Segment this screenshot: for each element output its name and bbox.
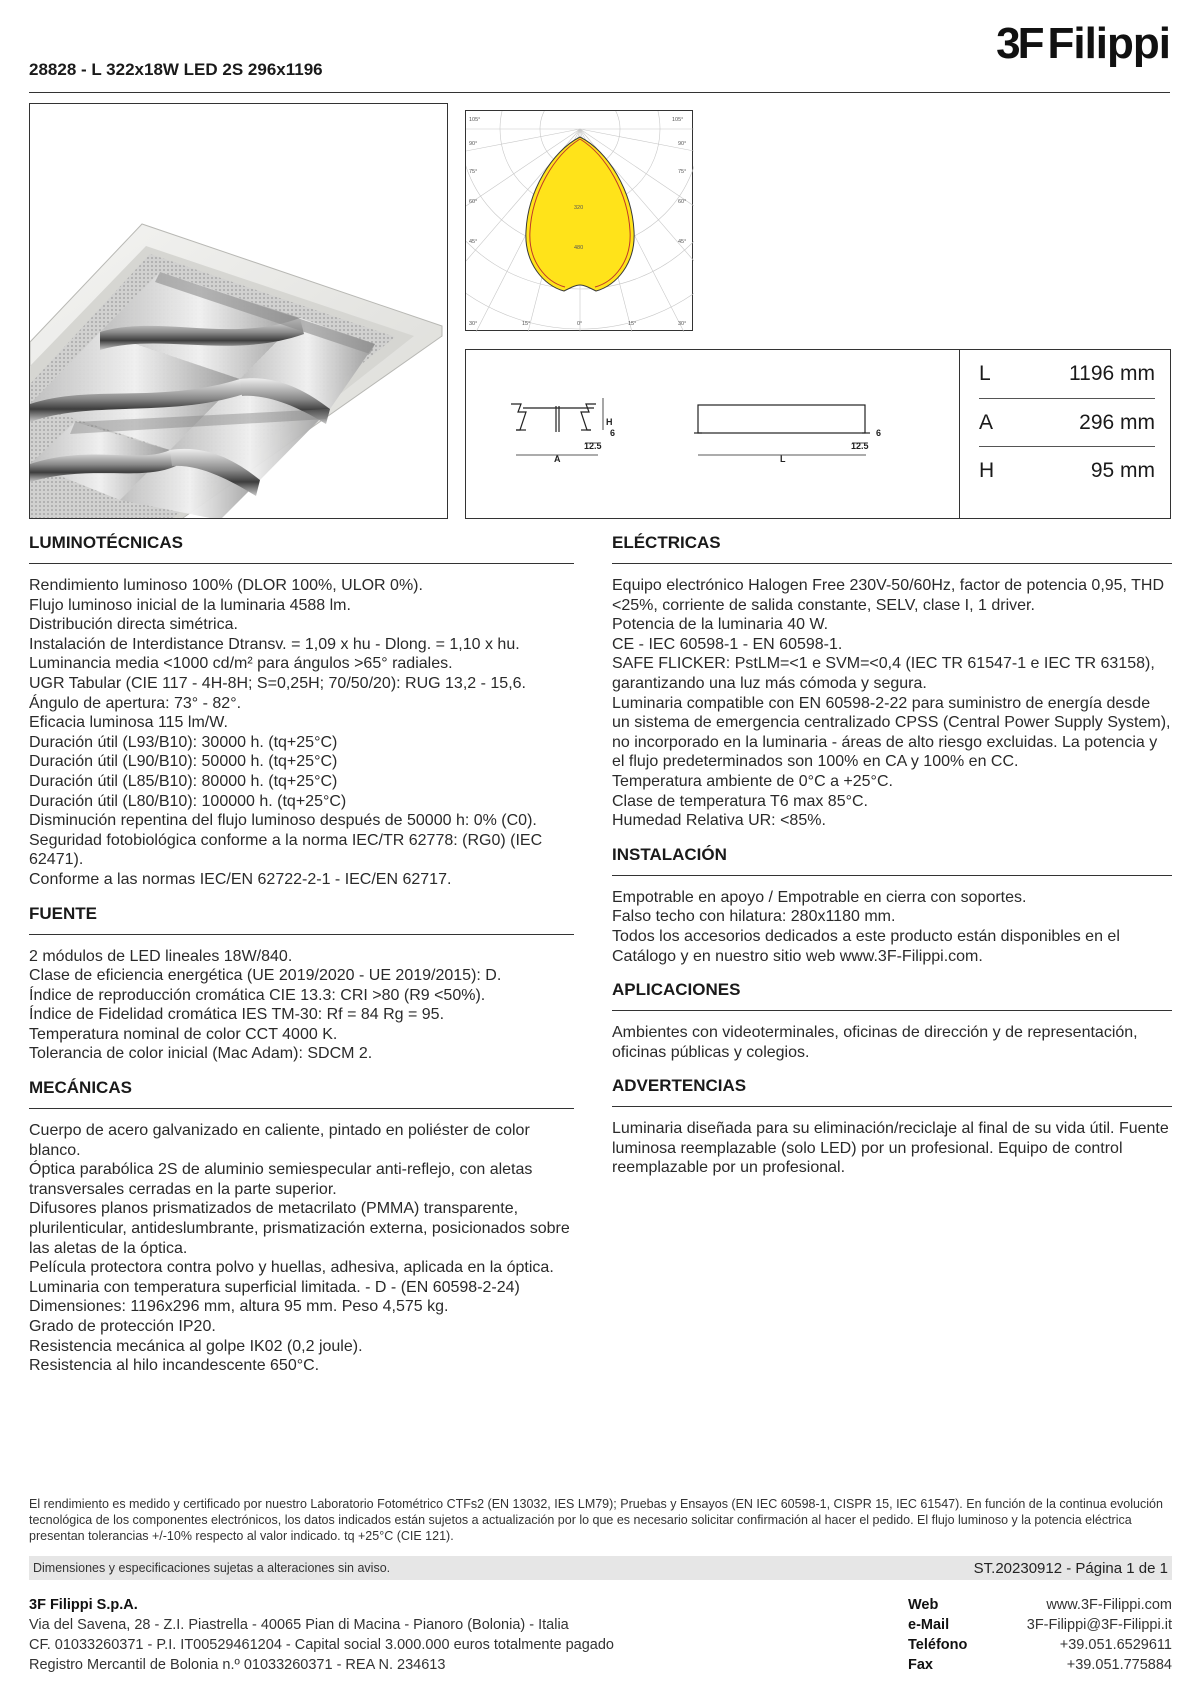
spec-line: Temperatura ambiente de 0°C a +25°C. [612,772,893,790]
dimension-row-width [979,399,1155,447]
header-divider [29,92,1170,93]
brand-logo [996,19,1170,68]
spec-line: Luminaria compatible con EN 60598-2-22 para suministro de energía desde un sistema de emergencia centralizado CPSS (Central Power Supply System), no incorporado en la luminaria - áreas de alto riesgo excluidas. La potencia y el flujo predeterminados son 100% en CA y 100% en CC. [612,694,1171,771]
polar-value-320: 320 [574,205,584,211]
document-reference: ST.20230912 - Página 1 de 1 [973,1559,1168,1577]
left-column [29,533,574,1390]
drawing-label-h: H [606,417,613,427]
polar-label-l90: 90° [469,141,478,147]
contact-row-email [908,1615,1172,1635]
spec-line: 2 módulos de LED lineales 18W/840. [29,947,293,965]
spec-line: Índice de reproducción cromática CIE 13.3: CRI >80 (R9 <50%). [29,986,486,1004]
company-fiscal: CF. 01033260371 - P.I. IT00529461204 - Capital social 3.000.000 euros totalmente pagado [29,1637,614,1653]
polar-label-r75: 75° [678,169,687,175]
section-title-fuente: FUENTE [29,904,574,935]
contact-row-fax [908,1655,1172,1675]
contact-label: Fax [908,1657,933,1673]
contact-row-phone [908,1635,1172,1655]
section-body-electricas [612,576,1172,831]
spec-line: SAFE FLICKER: PstLM=<1 e SVM=<0,4 (IEC TR 61547-1 e IEC TR 63158), garantizando una luz más cómoda y segura. [612,655,1155,692]
section-title-advertencias: ADVERTENCIAS [612,1076,1172,1107]
polar-label-b0: 0° [577,321,583,327]
disclaimer-bar [29,1556,1172,1580]
fax-number: +39.051.775884 [1066,1657,1172,1673]
section-body-fuente [29,947,574,1065]
spec-line: Eficacia luminosa 115 lm/W. [29,714,228,732]
section-title-electricas: ELÉCTRICAS [612,533,1172,564]
dimension-drawings [466,350,959,520]
section-body-luminotecnicas [29,576,574,890]
section-title-luminotecnicas: LUMINOTÉCNICAS [29,533,574,564]
website-link[interactable]: www.3F-Filippi.com [1046,1597,1172,1613]
spec-line: Falso techo con hilatura: 280x1180 mm. [612,908,896,926]
drawing-label-l: L [780,454,786,464]
contact-row-web [908,1595,1172,1615]
spec-line: Potencia de la luminaria 40 W. [612,616,829,634]
dimension-label: H [979,459,995,482]
company-info [29,1595,614,1675]
spec-line: Luminaria con temperatura superficial limitada. - D - (EN 60598-2-24) [29,1278,520,1296]
contact-label: e-Mail [908,1617,950,1633]
polar-label-b15r: 15° [628,321,637,327]
spec-line: Dimensiones: 1196x296 mm, altura 95 mm. Peso 4,575 kg. [29,1298,449,1316]
spec-line: Película protectora contra polvo y huellas, adhesiva, aplicada en la óptica. [29,1259,554,1277]
spec-line: Equipo electrónico Halogen Free 230V-50/60Hz, factor de potencia 0,95, THD <25%, corriente de salida constante, SELV, clase I, 1 driver. [612,577,1165,614]
spec-line: Duración útil (L85/B10): 80000 h. (tq+25°C) [29,772,338,790]
spec-line: Óptica parabólica 2S de aluminio semiespecular anti-reflejo, con aletas transversales cerradas en la parte superior. [29,1161,533,1198]
drawing-label-12-5-a: 12.5 [584,441,602,451]
dimension-value: 95 mm [1090,459,1155,482]
spec-line: Tolerancia de color inicial (Mac Adam): SDCM 2. [29,1045,373,1063]
logo-text: Filippi [1047,19,1170,68]
spec-line: Duración útil (L93/B10): 30000 h. (tq+25°C) [29,733,338,751]
spec-line: Distribución directa simétrica. [29,616,238,634]
spec-line: Humedad Relativa UR: <85%. [612,812,826,830]
spec-line: Conforme a las normas IEC/EN 62722-2-1 - IEC/EN 62717. [29,870,452,888]
polar-label-b30r: 30° [678,321,687,327]
spec-line: Difusores planos prismatizados de metacrilato (PMMA) transparente, plurilenticular, antideslumbrante, prismatización externa, posicionados sobre las aletas de la óptica. [29,1200,570,1257]
contact-info [908,1595,1172,1675]
spec-line: UGR Tabular (CIE 117 - 4H-8H; S=0,25H; 70/50/20): RUG 13,2 - 15,6. [29,674,526,692]
contact-label: Teléfono [908,1637,968,1653]
company-name: 3F Filippi S.p.A. [29,1597,138,1613]
spec-line: Clase de temperatura T6 max 85°C. [612,792,868,810]
polar-label-tr: 105° [672,117,684,123]
polar-label-b30l: 30° [469,321,478,327]
company-registry: Registro Mercantil de Bolonia n.º 01033260371 - REA N. 234613 [29,1657,446,1673]
dimension-value: 1196 mm [1069,362,1155,385]
logo-mark: 3F [996,19,1042,68]
spec-line: Temperatura nominal de color CCT 4000 K. [29,1025,338,1043]
section-body-aplicaciones [612,1023,1172,1062]
spec-line: Índice de Fidelidad cromática IES TM-30: Rf = 84 Rg = 95. [29,1006,445,1024]
dimensions-panel [465,349,1171,519]
drawing-label-12-5-b: 12.5 [851,441,869,451]
document-title: 28828 - L 322x18W LED 2S 296x1196 [29,60,323,79]
section-title-instalacion: INSTALACIÓN [612,845,1172,876]
spec-line: Seguridad fotobiológica conforme a la norma IEC/TR 62778: (RG0) (IEC 62471). [29,831,543,869]
footnote: El rendimiento es medido y certificado por nuestro Laboratorio Fotométrico CTFs2 (EN 13032, IES LM79); Pruebas y Ensayos (EN IEC 60598-1, CISPR 15, IEC 61547). En función de la continua evolución tecnológica de los componentes electrónicos, los datos indicados están sujetos a actualización por lo que es necesario solicitar confirmación al hacer el pedido. El flujo luminoso y la potencia eléctrica presentan tolerancias +/-10% respecto al valor indicado. tq +25°C (CIE 121). [29,1497,1163,1543]
section-title-aplicaciones: APLICACIONES [612,980,1172,1011]
polar-label-l60: 60° [469,199,478,205]
spec-line: Cuerpo de acero galvanizado en caliente, pintado en poliéster de color blanco. [29,1122,530,1159]
spec-line: Luminaria diseñada para su eliminación/reciclaje al final de su vida útil. Fuente luminosa reemplazable (solo LED) por un profesional. Equipo de control reemplazable por un profesional. [612,1120,1169,1177]
spec-line: Duración útil (L80/B10): 100000 h. (tq+25°C) [29,792,347,810]
spec-line: Resistencia mecánica al golpe IK02 (0,2 joule). [29,1337,363,1355]
dimension-label: A [979,411,994,434]
spec-line: CE - IEC 60598-1 - EN 60598-1. [612,635,843,653]
drawing-label-6-b: 6 [876,428,882,438]
dimension-label: L [979,362,991,385]
polar-value-480: 480 [574,245,584,251]
polar-label-r45: 45° [678,239,687,245]
disclaimer-text: Dimensiones y especificaciones sujetas a alteraciones sin aviso. [33,1561,391,1575]
polar-diagram [465,110,693,331]
polar-label-l75: 75° [469,169,478,175]
dimension-row-length [979,350,1155,398]
spec-line: Rendimiento luminoso 100% (DLOR 100%, ULOR 0%). [29,577,423,594]
right-column [612,533,1172,1192]
section-title-mecanicas: MECÁNICAS [29,1078,574,1109]
company-address: Via del Savena, 28 - Z.I. Piastrella - 40065 Pian di Macina - Pianoro (Bolonia) - Italia [29,1617,569,1633]
product-photo [29,103,448,519]
spec-line: Luminancia media <1000 cd/m² para ángulos >65° radiales. [29,655,453,673]
spec-line: Ángulo de apertura: 73° - 82°. [29,694,242,712]
drawing-label-a: A [554,454,561,464]
section-body-mecanicas [29,1121,574,1376]
polar-label-b15l: 15° [522,321,531,327]
contact-label: Web [908,1597,939,1613]
spec-line: Flujo luminoso inicial de la luminaria 4588 lm. [29,596,351,614]
dimension-value: 296 mm [1079,411,1155,434]
spec-line: Ambientes con videoterminales, oficinas de dirección y de representación, oficinas públicas y colegios. [612,1024,1138,1061]
dimensions-divider [959,350,960,518]
luminaire-illustration [30,104,448,519]
spec-line: Empotrable en apoyo / Empotrable en cierra con soportes. [612,888,1027,906]
section-body-advertencias [612,1119,1172,1178]
email-link[interactable]: 3F-Filippi@3F-Filippi.it [1026,1617,1172,1633]
dimension-row-height [979,447,1155,495]
polar-label-l45: 45° [469,239,478,245]
spec-line: Clase de eficiencia energética (UE 2019/2020 - UE 2019/2015): D. [29,967,502,985]
polar-label-r90: 90° [678,141,687,147]
spec-line: Duración útil (L90/B10): 50000 h. (tq+25°C) [29,753,338,771]
spec-line: Instalación de Interdistance Dtransv. = 1,09 x hu - Dlong. = 1,10 x hu. [29,635,520,653]
photometric-curve [466,111,694,332]
polar-label-tl: 105° [469,117,481,123]
spec-line: Todos los accesorios dedicados a este producto están disponibles en el Catálogo y en nuestro sitio web www.3F-Filippi.com. [612,927,1120,965]
spec-line: Resistencia al hilo incandescente 650°C. [29,1357,320,1375]
phone-number: +39.051.6529611 [1059,1637,1172,1653]
spec-line: Grado de protección IP20. [29,1318,216,1335]
polar-label-r60: 60° [678,199,687,205]
spec-line: Disminución repentina del flujo luminoso después de 50000 h: 0% (C0). [29,812,537,830]
drawing-label-6-a: 6 [610,428,616,438]
section-body-instalacion [612,888,1172,966]
